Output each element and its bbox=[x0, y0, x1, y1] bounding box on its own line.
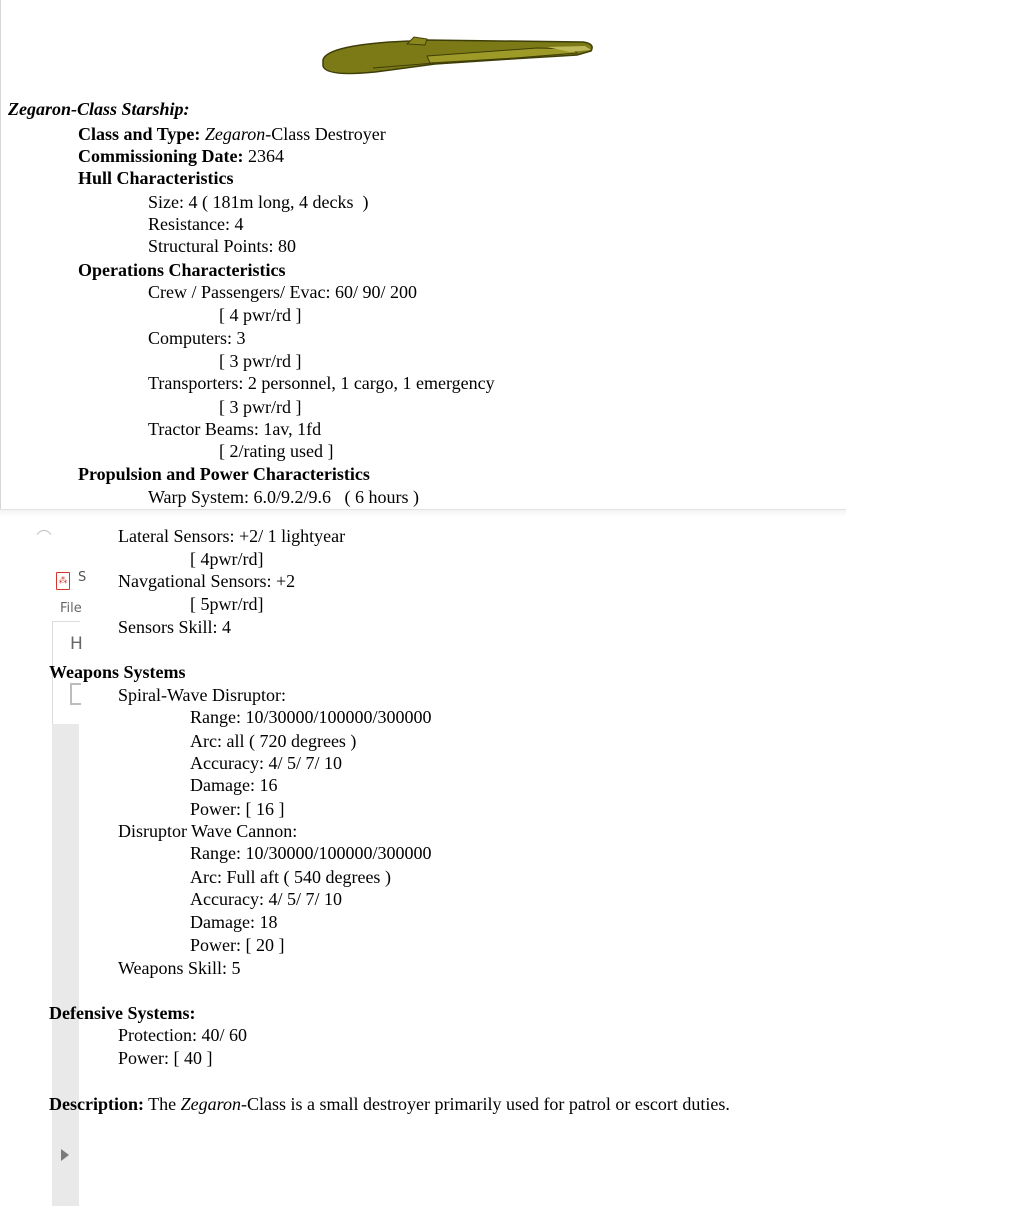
hull-resistance: Resistance: 4 bbox=[148, 214, 244, 234]
toolbar-divider bbox=[52, 621, 80, 622]
home-tab[interactable]: H bbox=[70, 634, 83, 654]
spiral-wave-range: Range: 10/30000/100000/300000 bbox=[190, 707, 432, 727]
spiral-wave-accuracy: Accuracy: 4/ 5/ 7/ 10 bbox=[190, 753, 342, 773]
spiral-wave-disruptor-name: Spiral-Wave Disruptor: bbox=[118, 685, 287, 705]
navigational-sensors-power: [ 5pwr/rd] bbox=[190, 594, 264, 614]
navigational-sensors-line: Navgational Sensors: +2 bbox=[118, 571, 296, 591]
weapons-skill-line: Weapons Skill: 5 bbox=[118, 958, 241, 978]
pdf-file-icon[interactable]: ⁂ bbox=[56, 572, 70, 590]
viewer-tab-title[interactable]: S bbox=[78, 570, 87, 585]
spiral-wave-damage: Damage: 16 bbox=[190, 775, 278, 795]
hull-structural-points: Structural Points: 80 bbox=[148, 236, 296, 256]
computers-power: [ 3 pwr/rd ] bbox=[219, 351, 302, 371]
save-icon[interactable] bbox=[70, 683, 81, 705]
cannon-arc: Arc: Full aft ( 540 degrees ) bbox=[190, 867, 391, 887]
weapons-heading: Weapons Systems bbox=[49, 662, 186, 682]
starship-illustration bbox=[315, 34, 597, 84]
disruptor-wave-cannon-name: Disruptor Wave Cannon: bbox=[118, 821, 298, 841]
class-type-line: Class and Type: Zegaron-Class Destroyer bbox=[78, 124, 386, 144]
computers-line: Computers: 3 bbox=[148, 328, 246, 348]
file-menu[interactable]: File bbox=[60, 601, 82, 616]
expand-triangle-icon[interactable] bbox=[61, 1149, 69, 1161]
tractor-beams-line: Tractor Beams: 1av, 1fd bbox=[148, 419, 322, 439]
tractor-beams-power: [ 2/rating used ] bbox=[219, 441, 334, 461]
cannon-range: Range: 10/30000/100000/300000 bbox=[190, 843, 432, 863]
hull-heading: Hull Characteristics bbox=[78, 168, 234, 188]
cannon-power: Power: [ 20 ] bbox=[190, 935, 285, 955]
ship-title: Zegaron-Class Starship: bbox=[8, 99, 190, 119]
protection-line: Protection: 40/ 60 bbox=[118, 1025, 247, 1045]
cannon-damage: Damage: 18 bbox=[190, 912, 278, 932]
defensive-heading: Defensive Systems: bbox=[49, 1003, 196, 1023]
operations-heading: Operations Characteristics bbox=[78, 260, 286, 280]
warp-system-line: Warp System: 6.0/9.2/9.6 ( 6 hours ) bbox=[148, 487, 420, 507]
lateral-sensors-power: [ 4pwr/rd] bbox=[190, 549, 264, 569]
transporters-power: [ 3 pwr/rd ] bbox=[219, 397, 302, 417]
hull-size: Size: 4 ( 181m long, 4 decks ) bbox=[148, 192, 369, 212]
defense-power-line: Power: [ 40 ] bbox=[118, 1048, 213, 1068]
commissioning-line: Commissioning Date: 2364 bbox=[78, 146, 284, 166]
description-paragraph: Description: The Zegaron-Class is a small destroyer primarily used for patrol or escort duties. bbox=[49, 1094, 730, 1114]
crew-line: Crew / Passengers/ Evac: 60/ 90/ 200 bbox=[148, 282, 417, 302]
transporters-line: Transporters: 2 personnel, 1 cargo, 1 emergency bbox=[148, 373, 495, 393]
sensors-skill-line: Sensors Skill: 4 bbox=[118, 617, 232, 637]
cannon-accuracy: Accuracy: 4/ 5/ 7/ 10 bbox=[190, 889, 342, 909]
spiral-wave-arc: Arc: all ( 720 degrees ) bbox=[190, 731, 357, 751]
spiral-wave-power: Power: [ 16 ] bbox=[190, 799, 285, 819]
viewer-sidebar bbox=[52, 724, 79, 1206]
propulsion-heading: Propulsion and Power Characteristics bbox=[78, 464, 370, 484]
page-break-shadow bbox=[0, 510, 846, 517]
crew-power: [ 4 pwr/rd ] bbox=[219, 305, 302, 325]
lateral-sensors-line: Lateral Sensors: +2/ 1 lightyear bbox=[118, 526, 346, 546]
